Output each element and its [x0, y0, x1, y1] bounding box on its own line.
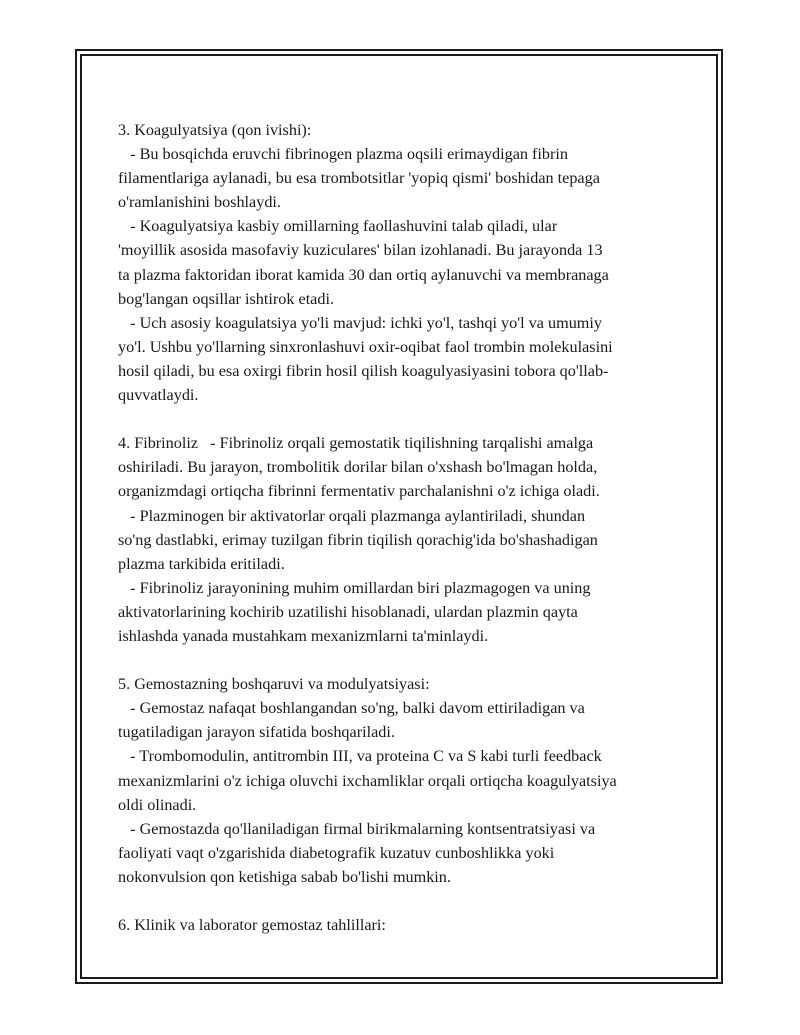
text-line: - Koagulyatsiya kasbiy omillarning faollashuvini talab qiladi, ular — [118, 217, 558, 236]
text-line: o'ramlanishini boshlaydi. — [118, 193, 281, 212]
text-line: organizmdagi ortiqcha fibrinni fermentativ parchalanishni o'z ichiga oladi. — [118, 482, 600, 501]
text-line: plazma tarkibida eritiladi. — [118, 554, 285, 573]
text-line: oshiriladi. Bu jarayon, trombolitik dorilar bilan o'xshash bo'lmagan holda, — [118, 458, 598, 477]
text-line: aktivatorlarining kochirib uzatilishi hisoblanadi, ulardan plazmin qayta — [118, 602, 578, 621]
text-line: 5. Gemostazning boshqaruvi va modulyatsiyasi: — [118, 675, 430, 694]
text-line: 4. Fibrinoliz - Fibrinoliz orqali gemostatik tiqilishning tarqalishi amalga — [118, 434, 594, 453]
text-line: - Fibrinoliz jarayonining muhim omillardan biri plazmagogen va uning — [118, 578, 591, 597]
text-line: - Bu bosqichda eruvchi fibrinogen plazma oqsili erimaydigan fibrin — [118, 145, 568, 164]
text-line: bog'langan oqsillar ishtirok etadi. — [118, 289, 335, 308]
text-line: mexanizmlarini o'z ichiga oluvchi ixchamliklar orqali ortiqcha koagulyatsiya — [118, 771, 617, 790]
text-line: 'moyillik asosida masofaviy kuziculares' bilan izohlanadi. Bu jarayonda 13 — [118, 241, 603, 260]
text-line: tugatiladigan jarayon sifatida boshqariladi. — [118, 723, 395, 742]
text-line: quvvatlaydi. — [118, 386, 199, 405]
section-3 — [118, 672, 698, 889]
document-body — [118, 118, 698, 961]
text-line: nokonvulsion qon ketishiga sabab bo'lishi mumkin. — [118, 867, 451, 886]
text-line: 6. Klinik va laborator gemostaz tahlillari: — [118, 916, 386, 935]
text-line: - Trombomodulin, antitrombin III, va proteina C va S kabi turli feedback — [118, 747, 602, 766]
text-line: 3. Koagulyatsiya (qon ivishi): — [118, 121, 312, 139]
text-line: yo'l. Ushbu yo'llarning sinxronlashuvi oxir-oqibat faol trombin molekulasini — [118, 337, 613, 356]
text-line: so'ng dastlabki, erimay tuzilgan fibrin tiqilish qorachig'ida bo'shashadigan — [118, 530, 598, 549]
text-line: filamentlariga aylanadi, bu esa trombotsitlar 'yopiq qismi' boshidan tepaga — [118, 169, 600, 188]
section-4 — [118, 913, 698, 937]
text-line: - Gemostaz nafaqat boshlangandan so'ng, balki davom ettiriladigan va — [118, 699, 585, 718]
section-1 — [118, 118, 698, 407]
section-2 — [118, 431, 698, 648]
text-line: ta plazma faktoridan iborat kamida 30 dan ortiq aylanuvchi va membranaga — [118, 265, 609, 284]
text-line: - Uch asosiy koagulatsiya yo'li mavjud: ichki yo'l, tashqi yo'l va umumiy — [118, 313, 602, 332]
text-line: hosil qiladi, bu esa oxirgi fibrin hosil qilish koagulyasiyasini tobora qo'llab- — [118, 361, 609, 380]
text-line: - Plazminogen bir aktivatorlar orqali plazmanga aylantiriladi, shundan — [118, 506, 586, 525]
text-line: faoliyati vaqt o'zgarishida diabetografik kuzatuv cunboshlikka yoki — [118, 843, 555, 862]
text-line: ishlashda yanada mustahkam mexanizmlarni ta'minlaydi. — [118, 626, 489, 645]
text-line: - Gemostazda qo'llaniladigan firmal birikmalarning kontsentratsiyasi va — [118, 819, 596, 838]
text-line: oldi olinadi. — [118, 795, 197, 814]
